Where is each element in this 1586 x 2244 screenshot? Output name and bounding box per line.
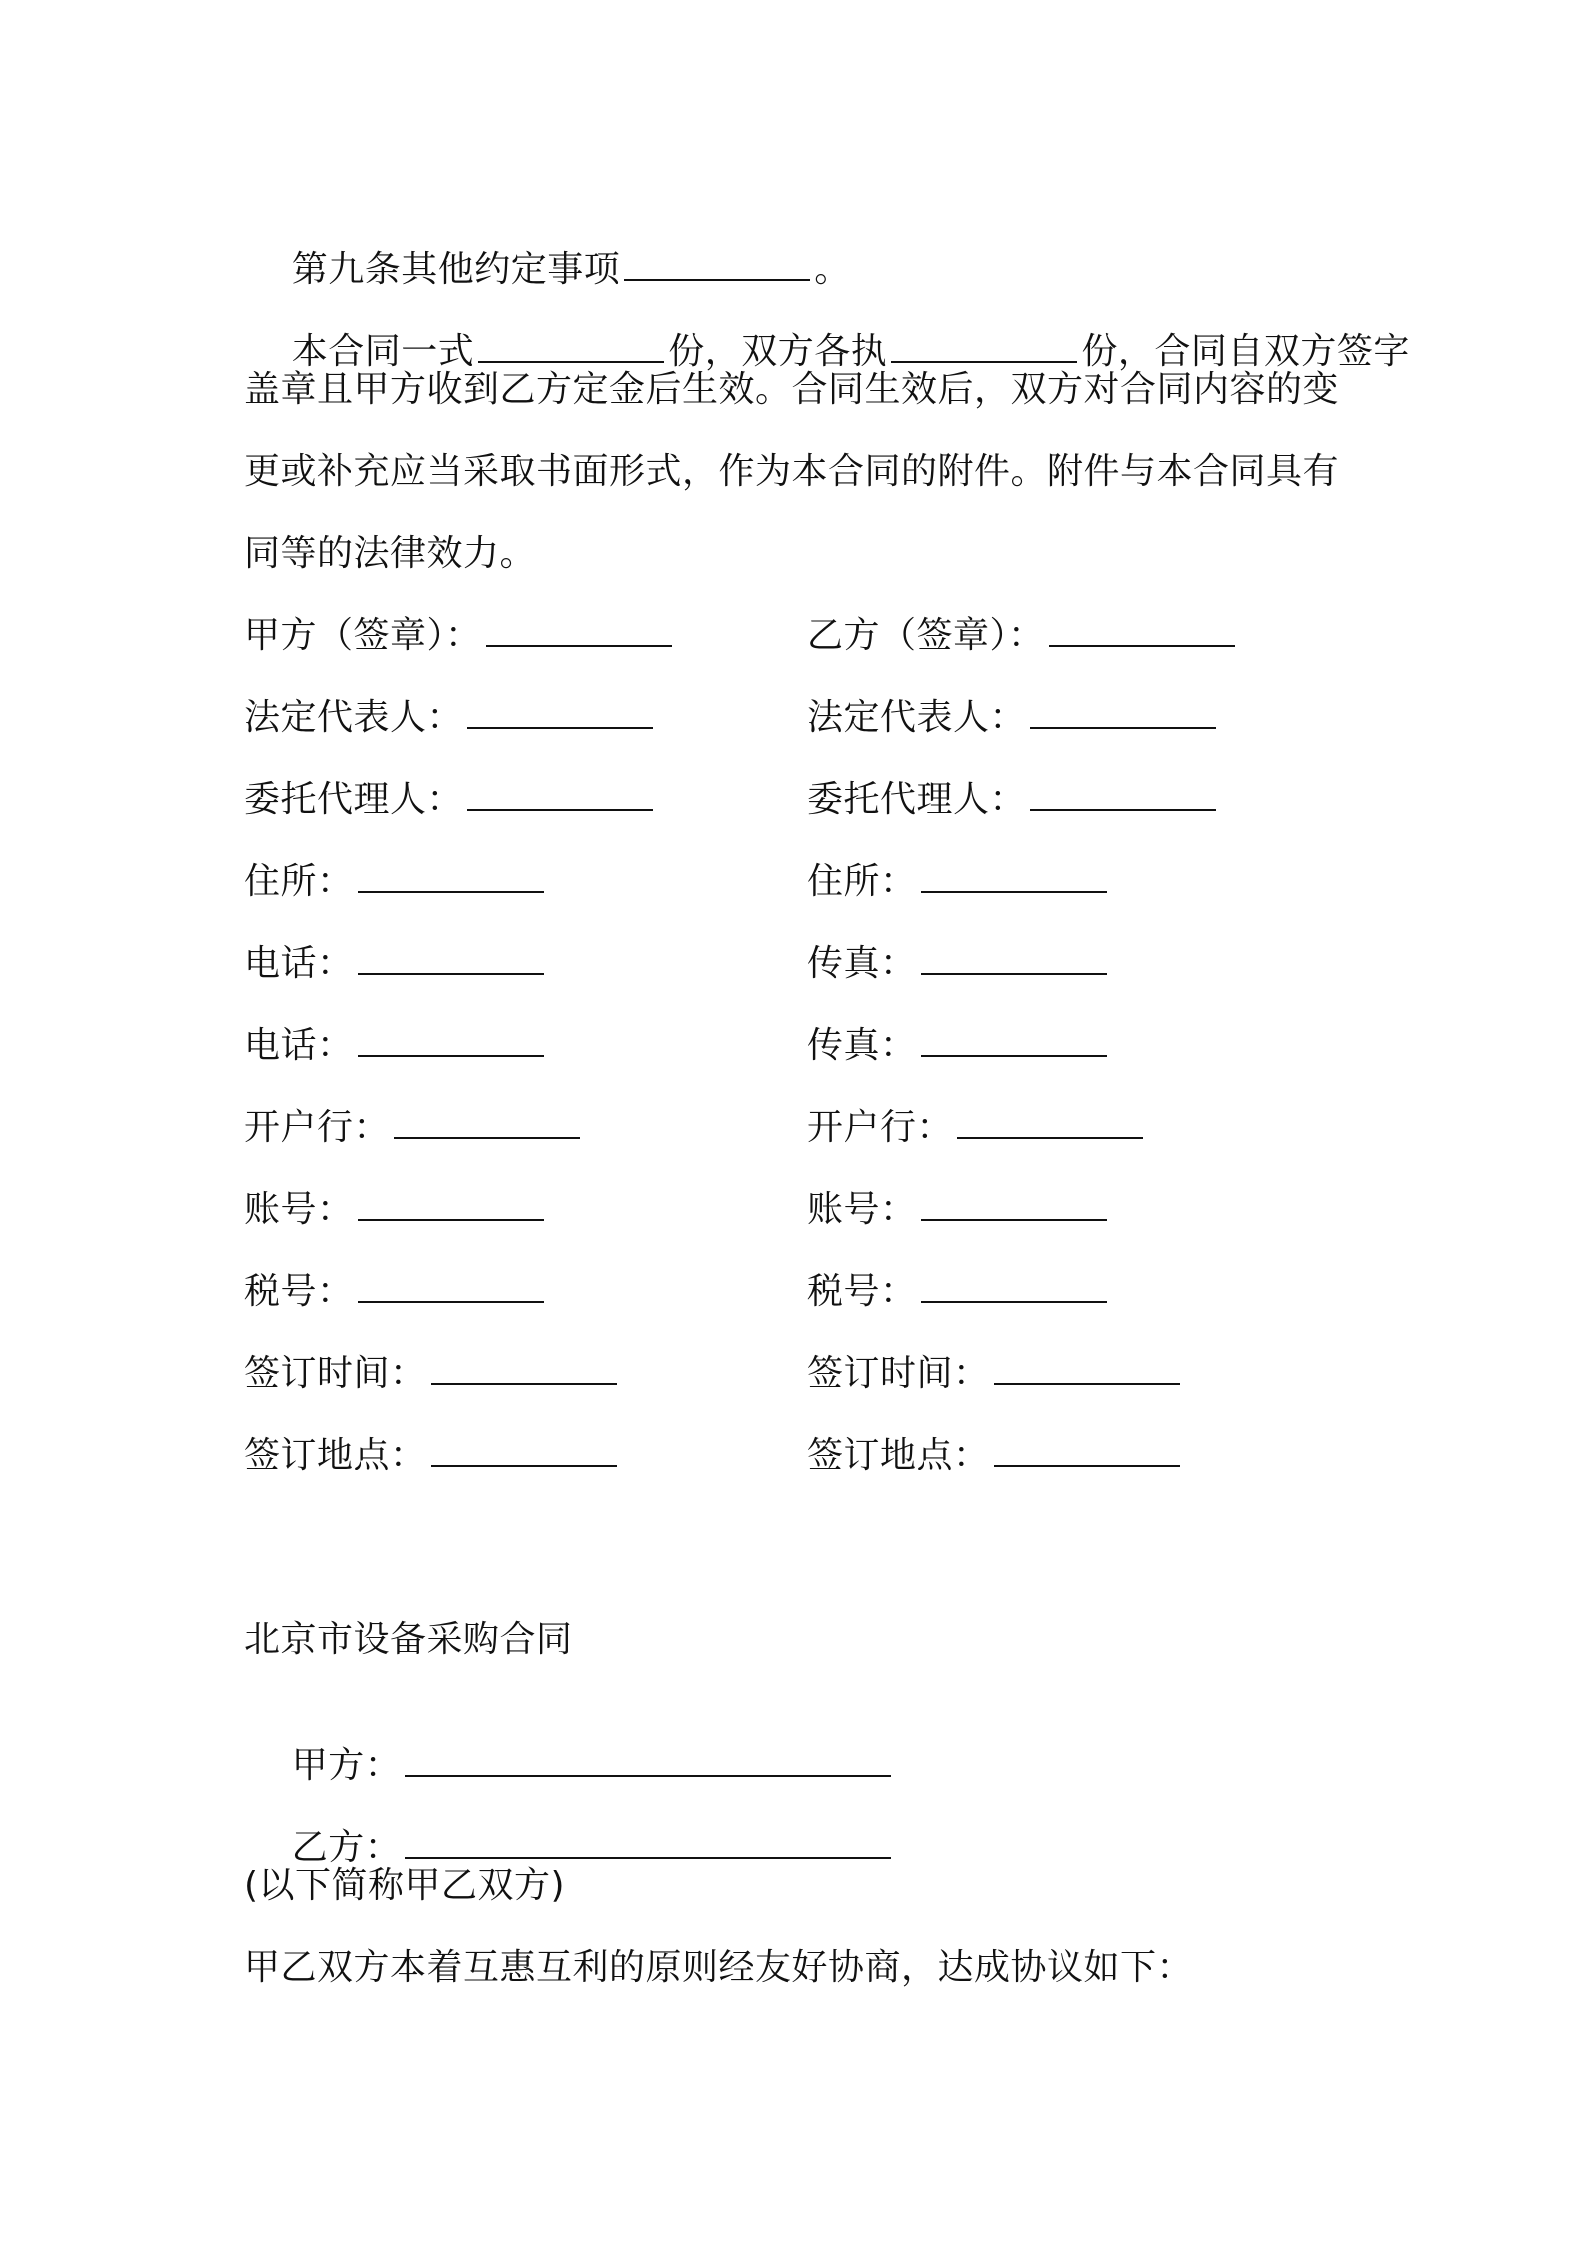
party-b-field[interactable] [405, 1827, 891, 1859]
signature-field-right[interactable] [994, 1353, 1180, 1385]
signature-label-right: 账号： [807, 1189, 917, 1230]
signature-label-right: 传真： [807, 1025, 917, 1066]
signature-row-right [807, 696, 1220, 740]
intro-line: 甲乙双方本着互惠互利的原则经友好协商，达成协议如下： [244, 1947, 1194, 1988]
signature-label-right: 住所： [807, 861, 917, 902]
signature-field-left[interactable] [431, 1353, 617, 1385]
signature-field-right[interactable] [1030, 697, 1216, 729]
signature-label-right: 传真： [807, 943, 917, 984]
copies-line-4: 同等的法律效力。 [244, 533, 537, 574]
signature-field-right[interactable] [994, 1435, 1180, 1467]
signature-row-left [244, 1270, 548, 1314]
signature-label-left: 签订地点： [244, 1435, 427, 1476]
article-9-suffix: 。 [814, 249, 851, 290]
article-9-text: 第九条其他约定事项 [291, 249, 621, 290]
signature-field-right[interactable] [921, 861, 1107, 893]
signature-label-left: 住所： [244, 861, 354, 902]
signature-label-left: 甲方（签章）： [244, 615, 482, 656]
signature-label-left: 法定代表人： [244, 697, 464, 738]
party-a-label: 甲方： [291, 1745, 402, 1786]
signature-row-left [244, 860, 548, 904]
signature-field-right[interactable] [1030, 779, 1216, 811]
signature-row-right [807, 1270, 1111, 1314]
signature-field-left[interactable] [394, 1107, 580, 1139]
copies-count-blank[interactable] [478, 331, 664, 363]
signature-row-right [807, 1188, 1111, 1232]
signature-field-left[interactable] [467, 697, 653, 729]
copies-line-2: 盖章且甲方收到乙方定金后生效。合同生效后，双方对合同内容的变 [244, 369, 1340, 410]
signature-field-left[interactable] [358, 861, 544, 893]
signature-field-right[interactable] [957, 1107, 1143, 1139]
signature-row-left [244, 1106, 584, 1150]
signature-label-right: 乙方（签章）： [807, 615, 1045, 656]
signature-label-right: 签订时间： [807, 1353, 990, 1394]
signature-label-left: 电话： [244, 1025, 354, 1066]
signature-row-left [244, 1434, 621, 1478]
signature-field-left[interactable] [431, 1435, 617, 1467]
copies-text-b: 份，双方各执 [668, 331, 888, 372]
copies-text-c: 份，合同自双方签字 [1081, 331, 1410, 372]
signature-row-right [807, 614, 1239, 658]
signature-label-right: 税号： [807, 1271, 917, 1312]
signature-label-right: 委托代理人： [807, 779, 1027, 820]
signature-row-left [244, 1188, 548, 1232]
signature-field-left[interactable] [358, 943, 544, 975]
signature-label-left: 委托代理人： [244, 779, 464, 820]
signature-label-right: 开户行： [807, 1107, 954, 1148]
signature-row-right [807, 860, 1111, 904]
signature-row-right [807, 1352, 1184, 1396]
signature-row-left [244, 696, 657, 740]
signature-row-right [807, 778, 1220, 822]
signature-label-left: 税号： [244, 1271, 354, 1312]
signature-row-right [807, 942, 1111, 986]
copies-each-blank[interactable] [891, 331, 1077, 363]
signature-label-right: 签订地点： [807, 1435, 990, 1476]
signature-field-left[interactable] [358, 1189, 544, 1221]
article-9-blank[interactable] [624, 249, 810, 281]
copies-text-a: 本合同一式 [291, 331, 475, 372]
party-b-label: 乙方： [291, 1827, 402, 1868]
signature-row-left [244, 614, 676, 658]
signature-row-left [244, 1024, 548, 1068]
signature-label-left: 电话： [244, 943, 354, 984]
signature-row-right [807, 1024, 1111, 1068]
party-a-field[interactable] [405, 1745, 891, 1777]
signature-field-left[interactable] [358, 1025, 544, 1057]
signature-field-right[interactable] [921, 1025, 1107, 1057]
signature-field-left[interactable] [486, 615, 672, 647]
signature-label-left: 开户行： [244, 1107, 391, 1148]
signature-field-right[interactable] [921, 1189, 1107, 1221]
copies-line-3: 更或补充应当采取书面形式，作为本合同的附件。附件与本合同具有 [244, 451, 1340, 492]
signature-label-left: 账号： [244, 1189, 354, 1230]
signature-row-left [244, 778, 657, 822]
signature-label-right: 法定代表人： [807, 697, 1027, 738]
signature-field-left[interactable] [358, 1271, 544, 1303]
signature-field-left[interactable] [467, 779, 653, 811]
signature-field-right[interactable] [1049, 615, 1235, 647]
abbrev-line: (以下简称甲乙双方) [244, 1865, 566, 1906]
signature-row-left [244, 1352, 621, 1396]
signature-row-right [807, 1434, 1184, 1478]
signature-row-left [244, 942, 548, 986]
signature-row-right [807, 1106, 1147, 1150]
signature-field-right[interactable] [921, 1271, 1107, 1303]
contract-title: 北京市设备采购合同 [244, 1619, 573, 1660]
signature-field-right[interactable] [921, 943, 1107, 975]
signature-label-left: 签订时间： [244, 1353, 427, 1394]
